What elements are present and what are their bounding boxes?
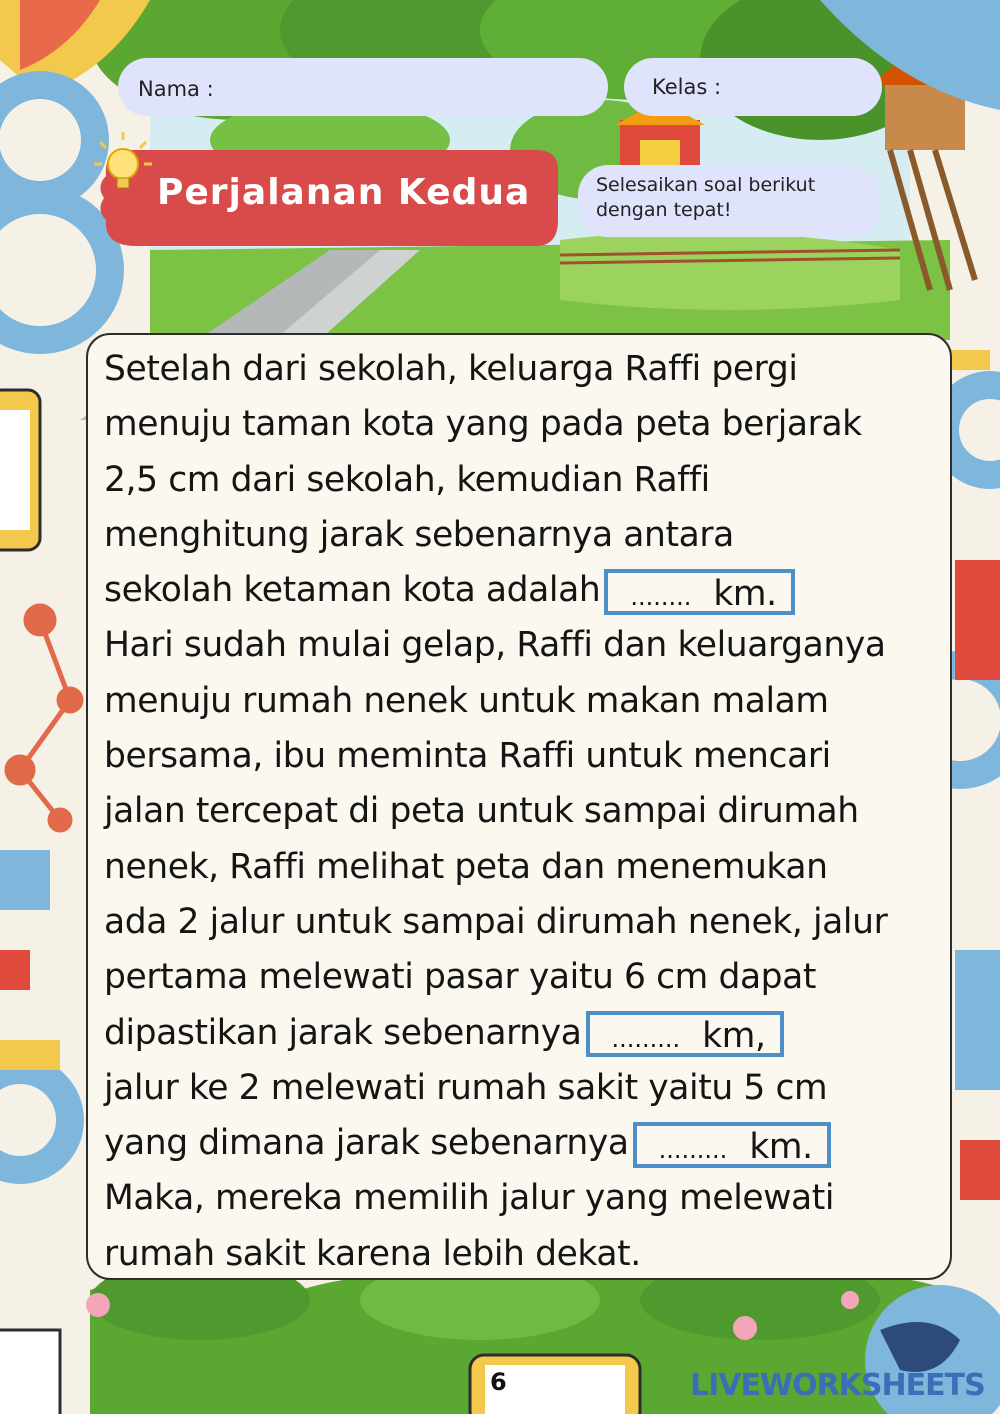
story-line: jalan tercepat di peta untuk sampai dirumah [104, 791, 859, 832]
answer-blank: ......... [658, 1135, 728, 1164]
story-line: 2,5 cm dari sekolah, kemudian Raffi [104, 459, 710, 500]
page-number: 6 [490, 1368, 507, 1396]
lightbulb-icon [92, 130, 154, 200]
story-line-with-answer [104, 563, 934, 618]
story-line: menghitung jarak sebenarnya antara [104, 514, 734, 555]
page-title: Perjalanan Kedua [157, 172, 531, 213]
class-label: Kelas : [652, 75, 722, 99]
brand-logo: LIVEWORKSHEETS [690, 1368, 985, 1403]
story-line: sekolah ketaman kota adalah [104, 570, 601, 611]
story-line: rumah sakit karena lebih dekat. [104, 1233, 641, 1274]
name-field [118, 58, 608, 116]
instruction-line-1: Selesaikan soal berikut [596, 174, 816, 196]
story-line: Setelah dari sekolah, keluarga Raffi pergi [104, 349, 798, 389]
answer-unit: km, [702, 1016, 766, 1057]
story-text [104, 342, 934, 1282]
answer-unit: km. [749, 1126, 813, 1167]
answer-unit: km. [713, 573, 777, 614]
story-line: Hari sudah mulai gelap, Raffi dan keluarganya [104, 625, 886, 666]
answer-blank: ......... [611, 1025, 681, 1054]
story-line: bersama, ibu meminta Raffi untuk mencari [104, 736, 831, 777]
story-line: jalur ke 2 melewati rumah sakit yaitu 5 cm [104, 1067, 828, 1108]
answer-box-1[interactable] [604, 569, 794, 615]
story-line: Maka, mereka memilih jalur yang melewati [104, 1178, 835, 1219]
story-line: dipastikan jarak sebenarnya [104, 1012, 582, 1053]
story-line: yang dimana jarak sebenarnya [104, 1123, 629, 1164]
answer-box-2[interactable] [586, 1011, 784, 1057]
answer-box-3[interactable] [633, 1122, 831, 1168]
story-line-with-answer [104, 1006, 934, 1061]
story-line: ada 2 jalur untuk sampai dirumah nenek, jalur [104, 901, 888, 942]
story-line: menuju rumah nenek untuk makan malam [104, 680, 829, 721]
answer-blank: ........ [630, 582, 692, 611]
instruction-line-2: dengan tepat! [596, 199, 732, 221]
class-field [624, 58, 882, 116]
name-label: Nama : [138, 77, 214, 101]
story-line: pertama melewati pasar yaitu 6 cm dapat [104, 957, 817, 998]
story-line-with-answer [104, 1116, 934, 1171]
story-line: menuju taman kota yang pada peta berjarak [104, 404, 862, 445]
instruction-box [578, 165, 880, 237]
story-line: nenek, Raffi melihat peta dan menemukan [104, 846, 828, 887]
